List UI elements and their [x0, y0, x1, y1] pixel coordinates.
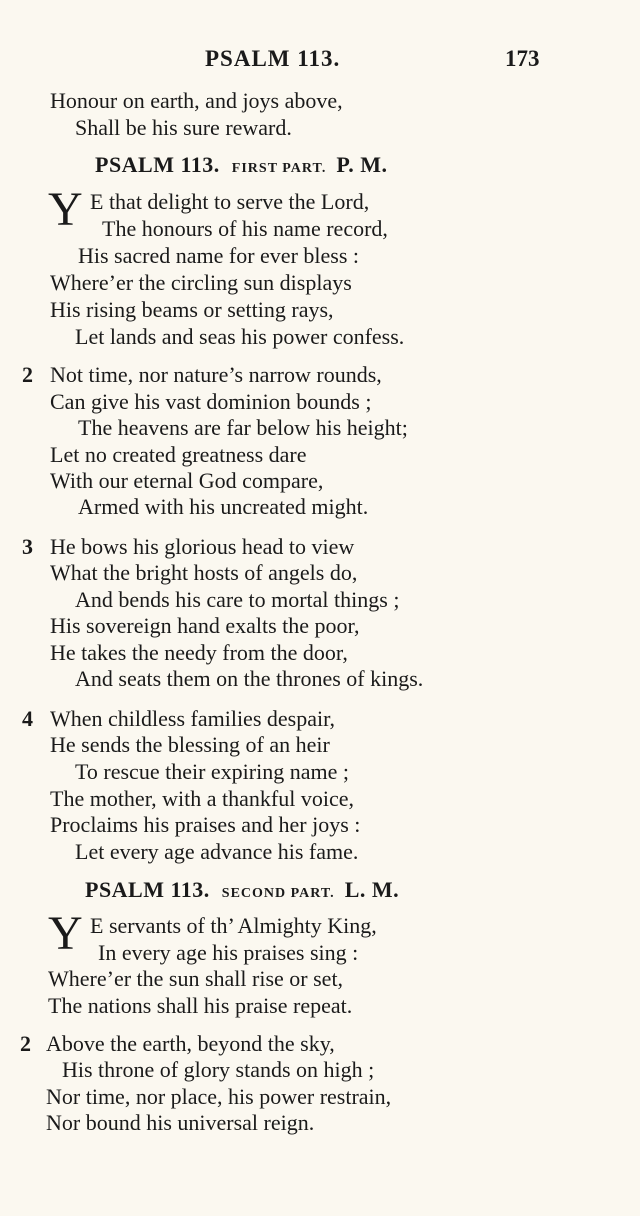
verse-line: The honours of his name record,	[102, 216, 388, 241]
verse-line: The nations shall his praise repeat.	[48, 993, 353, 1018]
verse-line: Let no created greatness dare	[50, 442, 307, 467]
heading-meter: L. M.	[344, 877, 400, 902]
heading-psalm: PSALM 113.	[85, 877, 210, 902]
stanza-number: 4	[22, 706, 33, 731]
verse-line: Above the earth, beyond the sky,	[46, 1031, 335, 1056]
heading-psalm: PSALM 113.	[95, 152, 220, 177]
stanza-number: 3	[22, 534, 33, 559]
verse-line: He bows his glorious head to view	[50, 534, 355, 559]
verse-line: Nor time, nor place, his power restrain,	[46, 1084, 392, 1109]
verse-line: Where’er the circling sun displays	[50, 270, 352, 295]
stanza-number: 2	[22, 362, 33, 387]
verse-line: Not time, nor nature’s narrow rounds,	[50, 362, 382, 387]
running-head	[0, 46, 640, 76]
verse-line: Armed with his uncreated might.	[78, 494, 369, 519]
verse-line: Let lands and seas his power confess.	[75, 324, 405, 349]
verse-line: Proclaims his praises and her joys :	[50, 812, 361, 837]
verse-line: E servants of th’ Almighty King,	[90, 913, 377, 938]
page-number: 173	[505, 46, 540, 71]
heading-part: SECOND PART.	[221, 886, 335, 901]
verse-line: Nor bound his universal reign.	[46, 1110, 315, 1135]
verse-line: When childless families despair,	[50, 706, 336, 731]
drop-cap: Y	[48, 907, 83, 960]
verse-line: In every age his praises sing :	[98, 940, 359, 965]
verse-line: His sacred name for ever bless :	[78, 243, 360, 268]
verse-line: His sovereign hand exalts the poor,	[50, 613, 360, 638]
drop-cap: Y	[48, 183, 83, 236]
verse-line: And bends his care to mortal things ;	[75, 587, 400, 612]
verse-line: Let every age advance his fame.	[75, 839, 359, 864]
verse-line: His throne of glory stands on high ;	[62, 1057, 375, 1082]
section-heading	[85, 877, 399, 903]
running-title: PSALM 113.	[205, 46, 341, 71]
verse-line: The heavens are far below his height;	[78, 415, 408, 440]
verse-line: What the bright hosts of angels do,	[50, 560, 358, 585]
verse-line: He sends the blessing of an heir	[50, 732, 330, 757]
verse-line: With our eternal God compare,	[50, 468, 324, 493]
verse-line: Shall be his sure reward.	[75, 115, 292, 140]
section-heading	[95, 152, 388, 178]
verse-line: He takes the needy from the door,	[50, 640, 348, 665]
heading-meter: P. M.	[336, 152, 388, 177]
verse-line: His rising beams or setting rays,	[50, 297, 334, 322]
verse-line: Can give his vast dominion bounds ;	[50, 389, 372, 414]
verse-line: The mother, with a thankful voice,	[50, 786, 354, 811]
verse-line: E that delight to serve the Lord,	[90, 189, 370, 214]
heading-part: FIRST PART.	[231, 161, 327, 176]
verse-line: Honour on earth, and joys above,	[50, 88, 343, 113]
verse-line: To rescue their expiring name ;	[75, 759, 349, 784]
verse-line: And seats them on the thrones of kings.	[75, 666, 424, 691]
verse-line: Where’er the sun shall rise or set,	[48, 966, 344, 991]
stanza-number: 2	[20, 1031, 31, 1056]
